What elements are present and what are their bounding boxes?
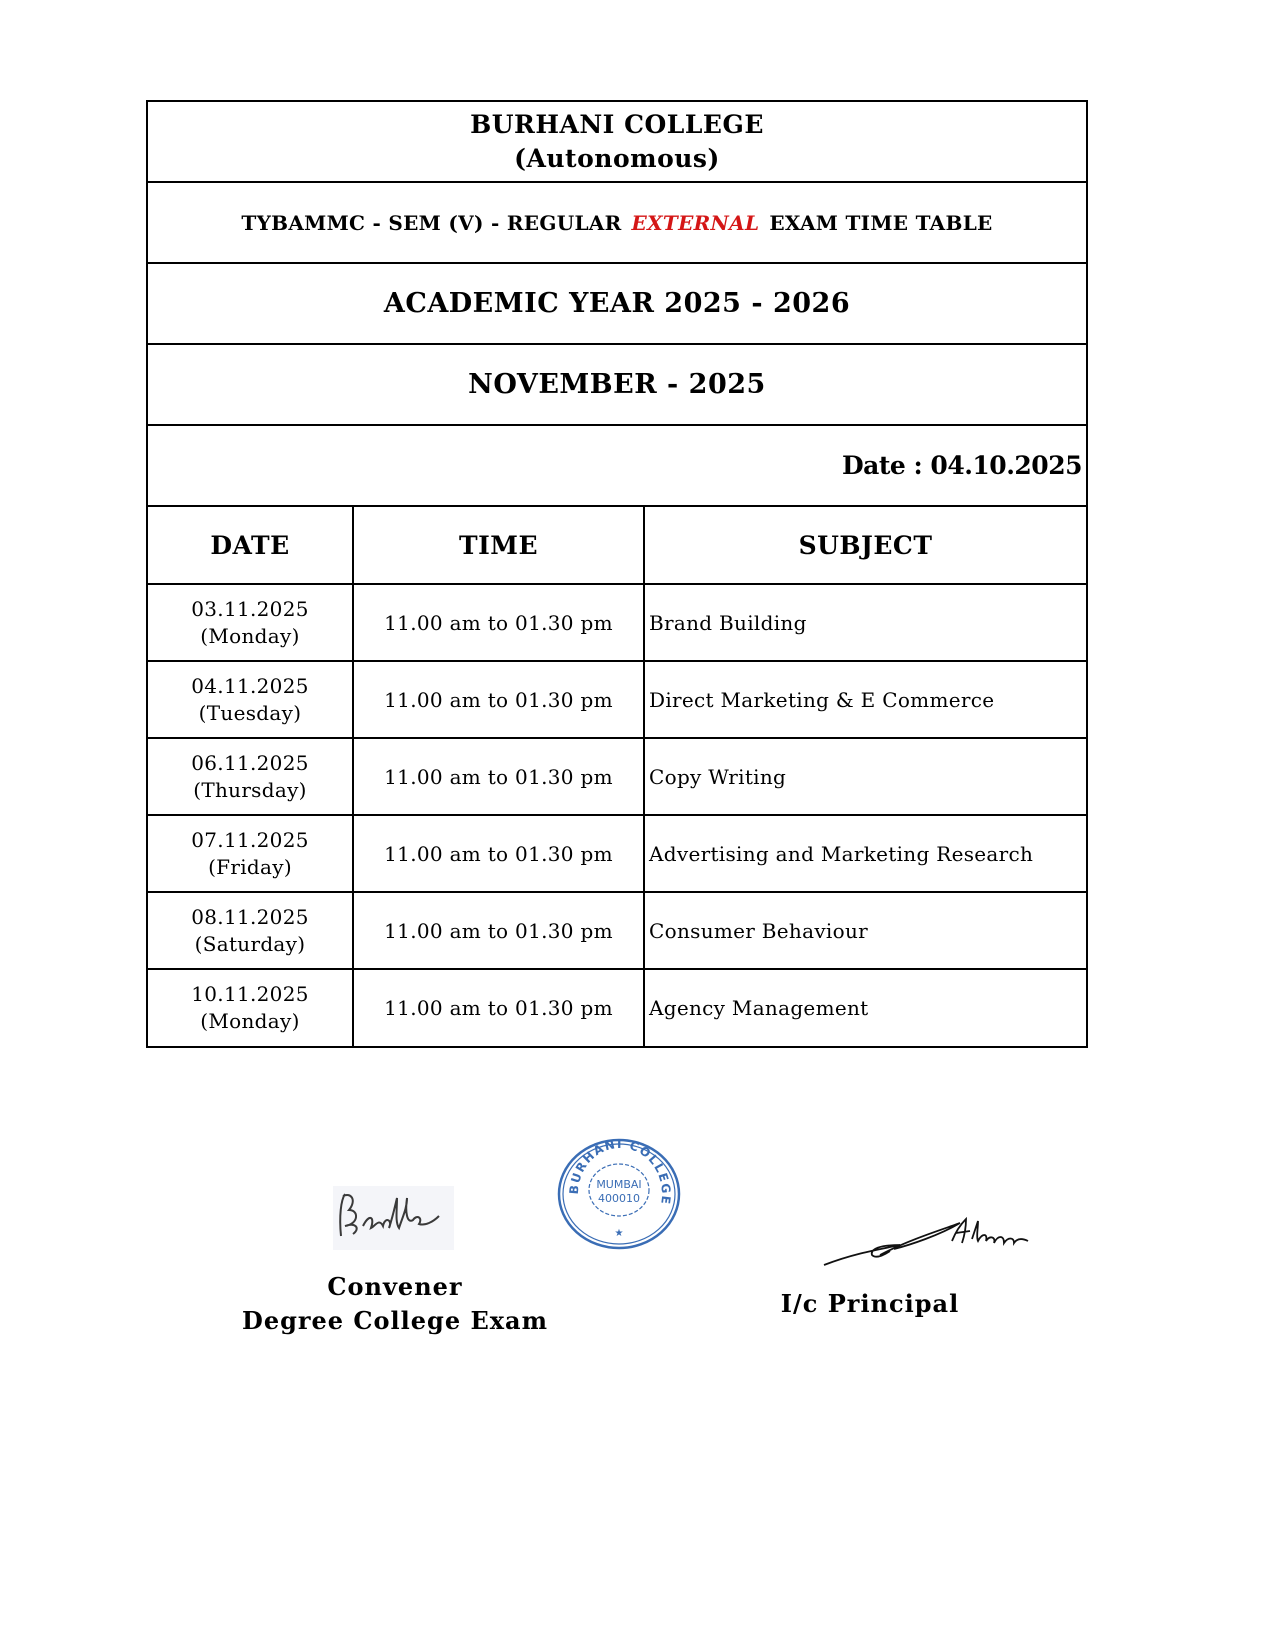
table-row <box>148 738 1086 815</box>
convener-signature-block <box>230 1270 560 1338</box>
table-row <box>148 584 1086 661</box>
column-header-date: DATE <box>148 507 353 584</box>
exam-day: (Saturday) <box>194 931 306 956</box>
principal-signature <box>820 1215 1040 1270</box>
exam-date: 03.11.2025 <box>191 596 309 621</box>
exam-day: (Monday) <box>200 623 300 648</box>
college-header <box>148 102 1086 183</box>
column-header-time: TIME <box>353 507 644 584</box>
subject-cell: Direct Marketing & E Commerce <box>644 661 1086 738</box>
subject-cell: Brand Building <box>644 584 1086 661</box>
academic-year: ACADEMIC YEAR 2025 - 2026 <box>148 264 1086 345</box>
subject-cell: Consumer Behaviour <box>644 892 1086 969</box>
exam-date: 04.11.2025 <box>191 673 309 698</box>
exam-type-highlight: EXTERNAL <box>631 210 760 235</box>
stamp-seal-icon <box>557 1138 681 1250</box>
exam-date: 07.11.2025 <box>191 827 309 852</box>
exam-day: (Friday) <box>208 854 292 879</box>
convener-subtitle: Degree College Exam <box>242 1306 548 1335</box>
table-row <box>148 661 1086 738</box>
exam-day: (Thursday) <box>193 777 307 802</box>
table-row <box>148 815 1086 892</box>
college-stamp <box>557 1138 681 1250</box>
time-cell: 11.00 am to 01.30 pm <box>353 584 644 661</box>
time-cell: 11.00 am to 01.30 pm <box>353 892 644 969</box>
stamp-ring-text: BURHANI COLLEGE <box>566 1138 674 1207</box>
exam-title-prefix: TYBAMMC - SEM (V) - REGULAR <box>241 210 622 235</box>
stamp-pin: 400010 <box>598 1192 640 1205</box>
date-cell <box>148 584 353 661</box>
time-cell: 11.00 am to 01.30 pm <box>353 815 644 892</box>
exam-title <box>148 183 1086 264</box>
exam-schedule-table <box>148 507 1086 1046</box>
principal-signature-block <box>760 1287 980 1321</box>
date-cell <box>148 738 353 815</box>
table-row <box>148 892 1086 969</box>
signature-scribble-icon <box>820 1215 1040 1270</box>
date-cell <box>148 661 353 738</box>
college-name: BURHANI COLLEGE <box>470 109 764 139</box>
convener-signature <box>333 1186 454 1250</box>
time-cell: 11.00 am to 01.30 pm <box>353 738 644 815</box>
principal-title: I/c Principal <box>780 1289 960 1318</box>
exam-day: (Tuesday) <box>198 700 302 725</box>
exam-date: 06.11.2025 <box>191 750 309 775</box>
college-status: (Autonomous) <box>514 143 720 173</box>
exam-day: (Monday) <box>200 1009 300 1033</box>
date-cell <box>148 969 353 1046</box>
time-cell: 11.00 am to 01.30 pm <box>353 969 644 1046</box>
column-header-subject: SUBJECT <box>644 507 1086 584</box>
stamp-city: MUMBAI <box>596 1178 642 1191</box>
exam-date: 10.11.2025 <box>191 982 309 1006</box>
timetable-document <box>146 100 1088 1048</box>
subject-cell: Agency Management <box>644 969 1086 1046</box>
exam-session: NOVEMBER - 2025 <box>148 345 1086 426</box>
convener-title: Convener <box>327 1272 463 1301</box>
star-icon: ★ <box>614 1228 624 1239</box>
subject-cell: Copy Writing <box>644 738 1086 815</box>
exam-date: 08.11.2025 <box>191 904 309 929</box>
exam-title-suffix: EXAM TIME TABLE <box>769 210 993 235</box>
signature-scribble-icon <box>333 1186 454 1250</box>
table-row <box>148 969 1086 1046</box>
time-cell: 11.00 am to 01.30 pm <box>353 661 644 738</box>
table-header-row <box>148 507 1086 584</box>
issue-date: Date : 04.10.2025 <box>148 426 1086 507</box>
date-cell <box>148 815 353 892</box>
date-cell <box>148 892 353 969</box>
subject-cell: Advertising and Marketing Research <box>644 815 1086 892</box>
